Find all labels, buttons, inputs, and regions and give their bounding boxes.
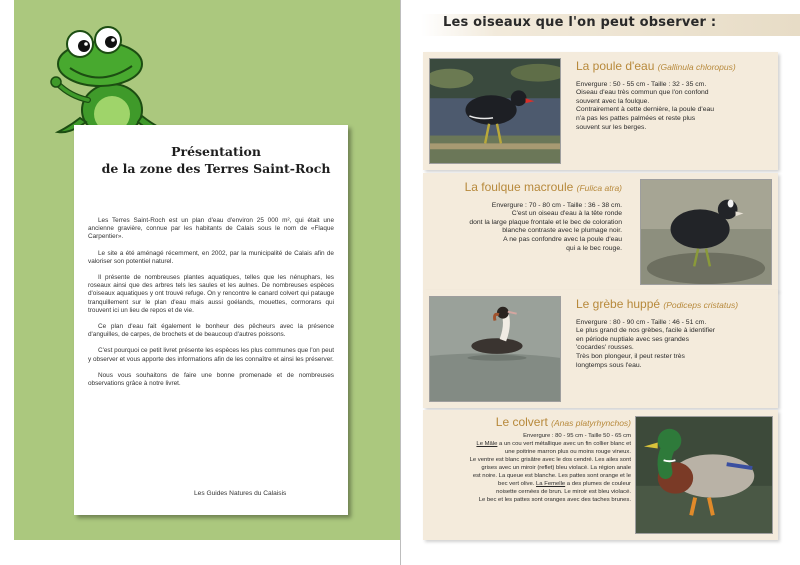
bird-card-mallard bbox=[423, 410, 778, 540]
title-line-1: Présentation bbox=[171, 144, 261, 159]
male-description: a un cou vert métallique avec un fin collier blanc et une poitrine marron plus ou moins rouge vineux. Le ventre est blanc grisâtre avec le dos cendré. Les ailes sont grises avec un miroir (reflet) bleu violacé. La région anale est noire. La queue est blanche. Les pattes sont orange et le bec vert olive. bbox=[469, 441, 631, 487]
coot-photo bbox=[640, 179, 772, 285]
latin-name: (Podiceps cristatus) bbox=[663, 300, 739, 310]
frog-mascot-illustration bbox=[40, 22, 170, 142]
paragraph: Les Terres Saint-Roch est un plan d'eau d'environ 25 000 m², qui était une ancienne gravière, connue par les habitants de Calais sous le nom de «Flaque Carpentier». bbox=[88, 217, 334, 241]
paragraph: Il présente de nombreuses plantes aquatiques, telles que les nénuphars, les roseaux ainsi que des arbres tels les saules et les aulnes. De nombreuses espèces d'oiseaux aquatiques y ont trouvé refuge. On y rencontre le canard colvert qui patauge tranquillement sur le plan d'eau mais aussi goélands, mouettes, cormorans qui trouvent ici un lieu de repos et de vie. bbox=[88, 274, 334, 314]
common-name: Le grèbe huppé bbox=[576, 297, 661, 311]
bird-card-moorhen bbox=[423, 52, 778, 170]
common-name: La foulque macroule bbox=[464, 180, 574, 194]
paragraph: C'est pourquoi ce petit livret présente les espèces les plus communes que l'on peut y observer et vous apporte des informations afin de les connaître et ainsi les préserver. bbox=[88, 347, 334, 363]
grebe-photo bbox=[429, 296, 561, 402]
moorhen-photo bbox=[429, 58, 561, 164]
paragraph: Ce plan d'eau fait également le bonheur des pêcheurs avec la présence d'anguilles, de carpes, de brochets et de beaucoup d'autres poissons. bbox=[88, 323, 334, 339]
wingspan-line: Envergure : 80 - 95 cm - Taille 50 - 65 cm bbox=[523, 433, 631, 439]
paragraph: Nous vous souhaitons de faire une bonne promenade et de nombreuses observations grâce à notre livret. bbox=[88, 371, 334, 388]
moorhen-text bbox=[576, 59, 776, 132]
female-description: a des plumes de couleur noisette cernées de brun. Le miroir est bleu violacé. Le bec et les pattes sont oranges avec des taches brunes. bbox=[478, 481, 631, 503]
latin-name: (Fulica atra) bbox=[576, 183, 622, 193]
bird-card-grebe bbox=[423, 290, 778, 408]
introduction-card bbox=[74, 125, 348, 515]
bird-description: Envergure : 80 - 90 cm - Taille : 46 - 51 cm. Le plus grand de nos grèbes, facile à identifier en période nuptiale avec ses grandes 'cocardes' rousses. Très bon plongeur, il peut rester très longtemps sous l'eau. bbox=[576, 318, 716, 369]
introduction-body bbox=[88, 217, 334, 388]
latin-name: (Gallinula chloropus) bbox=[657, 62, 736, 72]
bird-card-coot bbox=[423, 173, 778, 291]
mallard-photo bbox=[635, 416, 773, 534]
bird-name bbox=[576, 59, 776, 73]
signature: Les Guides Natures du Calaisis bbox=[194, 490, 287, 497]
grebe-text bbox=[576, 297, 776, 370]
right-page bbox=[401, 0, 800, 565]
female-label: La Femelle bbox=[536, 481, 566, 487]
common-name: Le colvert bbox=[495, 415, 548, 429]
page-header: Les oiseaux que l'on peut observer : bbox=[443, 15, 717, 30]
bird-name bbox=[576, 297, 776, 311]
bird-description: Envergure : 70 - 80 cm - Taille : 36 - 38 cm. C'est un oiseau d'eau à la tête ronde dont la large plaque frontale et le bec de coloration blanche contraste avec le plumage noir. A ne pas confondre avec la poule d'eau qui a le bec rouge. bbox=[469, 201, 622, 252]
common-name: La poule d'eau bbox=[576, 59, 655, 73]
bird-name bbox=[423, 415, 631, 429]
introduction-title bbox=[98, 143, 334, 177]
coot-text bbox=[427, 180, 622, 253]
bird-description bbox=[423, 432, 631, 504]
title-line-2: de la zone des Terres Saint-Roch bbox=[101, 161, 331, 176]
bird-name bbox=[427, 180, 622, 194]
paragraph: Le site a été aménagé récemment, en 2002, par la municipalité de Calais afin de valoriser son potentiel naturel. bbox=[88, 249, 334, 265]
male-label: Le Mâle bbox=[476, 441, 498, 447]
mallard-text bbox=[423, 415, 631, 504]
bird-description: Envergure : 50 - 55 cm - Taille : 32 - 35 cm. Oiseau d'eau très commun que l'on confond souvent avec la foulque. Contrairement à cette dernière, la poule d'eau n'a pas les pattes palmées et reste plus souvent sur les berges. bbox=[576, 80, 715, 131]
latin-name: (Anas platyrhynchos) bbox=[551, 418, 631, 428]
